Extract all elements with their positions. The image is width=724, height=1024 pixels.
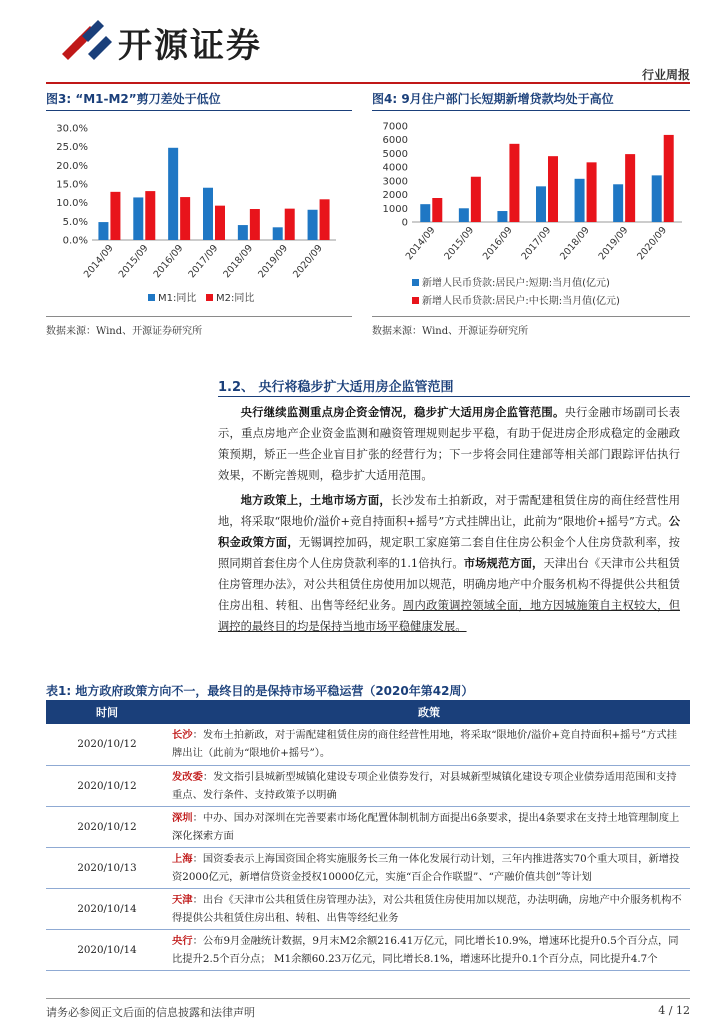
fig4-bar-series1 (536, 186, 546, 222)
paragraph2-market-text: 天津出台《天津市公共租赁住房管理办法》，对公共租赁住房使用加以规范，明确房地产中介服务机构不得提供公共租赁住房出租、转租、出售等经纪业务。 (218, 557, 680, 612)
table-cell-date: 2020/10/13 (46, 847, 168, 888)
company-logo-text: 开源证券 (118, 26, 262, 66)
figure3-source-rule (46, 316, 352, 317)
paragraph2-lead-fund: 公积金政策方面， (218, 514, 681, 549)
fig4-y-tick-label: 4000 (382, 162, 408, 174)
fig4-bar-series2 (625, 154, 635, 222)
table-cell-date: 2020/10/14 (46, 888, 168, 929)
fig4-bar-series1 (575, 179, 585, 222)
fig3-legend-label: M2:同比 (216, 293, 255, 304)
fig4-bar-series2 (432, 198, 442, 222)
figure3-source: 数据来源：Wind、开源证券研究所 (46, 326, 203, 337)
fig4-legend-label: 新增人民币贷款:居民户:中长期:当月值(亿元) (422, 296, 620, 307)
paragraph-local-policy (218, 490, 680, 637)
footer-disclaimer: 请务必参阅正文后面的信息披露和法律声明 (46, 1006, 255, 1019)
fig3-x-tick-label: 2017/09 (186, 242, 221, 281)
section-heading-rule (218, 396, 690, 397)
policy-location: 上海 (172, 852, 193, 865)
policy-text: ：出台《天津市公共租赁住房管理办法》，对公共租赁住房使用加以规范，办法明确，房地产中介服务机构不得提供公共租赁住房出租、转租、出售等经纪业务 (172, 893, 682, 924)
fig4-x-tick-label: 2015/09 (442, 224, 477, 263)
fig4-bar-series2 (587, 162, 597, 222)
paragraph1-lead: 央行继续监测重点房企资金情况，稳步扩大适用房企监管范围。 (240, 405, 565, 419)
policy-table (46, 700, 690, 971)
fig4-x-tick-label: 2014/09 (403, 224, 438, 263)
fig3-bar-series2 (250, 209, 260, 240)
fig4-legend-swatch (412, 297, 419, 304)
fig3-bar-series1 (133, 197, 143, 240)
table-cell-policy (168, 765, 690, 806)
fig4-bar-series2 (664, 135, 674, 222)
policy-location: 央行 (172, 934, 193, 947)
figure4-source: 数据来源：Wind、开源证券研究所 (372, 326, 529, 337)
fig4-bar-series1 (420, 204, 430, 222)
fig3-legend-swatch (148, 294, 155, 301)
figure3-title: 图3: “M1-M2”剪刀差处于低位 (46, 92, 221, 106)
policy-location: 长沙 (172, 729, 193, 742)
footer-rule (46, 998, 690, 999)
table-cell-date: 2020/10/14 (46, 929, 168, 970)
fig4-bar-series1 (497, 211, 507, 222)
table-cell-date: 2020/10/12 (46, 724, 168, 765)
fig3-legend-label: M1:同比 (158, 293, 197, 304)
table-row (46, 888, 690, 929)
policy-location: 发改委 (172, 770, 203, 783)
company-logo-mark (58, 14, 118, 66)
fig3-bar-series1 (308, 210, 318, 240)
fig4-legend-swatch (412, 279, 419, 286)
fig3-bar-series1 (238, 225, 248, 240)
paragraph1-body: 央行金融市场副司长表示，重点房地产企业资金监测和融资管理规则起步平稳，有助于促进房企形成稳定的金融政策预期，矫正一些企业盲目扩张的经营行为；下一步将会同住建部等相关部门跟踪评估执行效果，不断完善规则，稳步扩大适用范围。 (218, 406, 680, 482)
fig4-x-tick-label: 2020/09 (635, 224, 670, 263)
fig3-bar-series2 (215, 206, 225, 240)
paragraph2-land-text: 长沙发布土拍新政，对于需配建租赁住房的商住经营性用地，将采取“限地价/溢价+竞自持面积+摇号”方式挂牌出让，此前为“限地价+摇号”方式。 (218, 494, 680, 528)
fig3-bar-series2 (320, 199, 330, 240)
fig4-bar-series2 (509, 144, 519, 222)
fig4-y-tick-label: 7000 (382, 121, 408, 133)
table-header-policy: 政策 (168, 700, 690, 724)
fig4-bar-series1 (652, 175, 662, 222)
page-number: 4 / 12 (658, 1004, 690, 1017)
table-cell-policy (168, 724, 690, 765)
table-row (46, 724, 690, 765)
fig3-y-tick-label: 20.0% (56, 160, 88, 172)
paragraph-central-bank (218, 402, 680, 486)
figure3-chart (46, 114, 352, 314)
policy-text: ：国资委表示上海国资国企将实施服务长三角一体化发展行动计划，三年内推进落实70个重大项目，新增投资2000亿元，新增信贷资金授权10000亿元，实施“百企合作联盟”、“产融价值共创”等计划 (172, 852, 680, 883)
table-cell-date: 2020/10/12 (46, 806, 168, 847)
fig3-x-tick-label: 2020/09 (291, 242, 325, 281)
fig3-bar-series1 (168, 148, 178, 240)
fig4-y-tick-label: 0 (401, 217, 408, 229)
policy-text: ：公布9月金融统计数据，9月末M2余额216.41万亿元，同比增长10.9%，增速环比提升0.5个百分点，同比提升2.5个百分点； M1余额60.23万亿元，同比增长8.1%，增速环比提升0.1个百分点，同比提升4.7个 (172, 934, 679, 965)
policy-text: ：中办、国办对深圳在完善要素市场化配置体制机制方面提出6条要求，提出4条要求在支持土地管理制度上深化探索方面 (172, 811, 680, 842)
fig3-bar-series2 (285, 209, 295, 240)
section-heading: 1.2、 央行将稳步扩大适用房企监管范围 (218, 380, 454, 395)
paragraph2-conclusion: 周内政策调控领域全面，地方因城施策自主权较大，但调控的最终目的均是保持当地市场平稳健康发展。 (218, 599, 680, 633)
table-cell-policy (168, 929, 690, 970)
table-header-time: 时间 (46, 700, 168, 724)
fig3-y-tick-label: 5.0% (62, 216, 88, 228)
figure4-source-rule (372, 316, 690, 317)
fig3-y-tick-label: 0.0% (62, 235, 88, 247)
table-cell-date: 2020/10/12 (46, 765, 168, 806)
fig3-x-tick-label: 2015/09 (116, 242, 151, 281)
fig4-bar-series1 (459, 208, 469, 222)
figure4-chart (372, 114, 690, 314)
table1-title: 表1: 地方政府政策方向不一，最终目的是保持市场平稳运营（2020年第42周） (46, 684, 474, 698)
fig3-y-tick-label: 25.0% (56, 142, 88, 154)
fig3-x-tick-label: 2018/09 (221, 242, 256, 281)
fig4-legend-label: 新增人民币贷款:居民户:短期:当月值(亿元) (422, 278, 610, 289)
figure3-title-rule (46, 110, 352, 111)
fig4-y-tick-label: 3000 (382, 176, 408, 188)
fig4-bar-series2 (471, 177, 481, 222)
paragraph2-fund-text: 无锡调控加码，规定职工家庭第二套自住住房公积金个人住房贷款利率，按照同期首套住房个人住房贷款利率的1.1倍执行。 (218, 536, 680, 570)
fig4-x-tick-label: 2019/09 (596, 224, 631, 263)
fig4-y-tick-label: 1000 (382, 203, 408, 215)
paragraph2-lead-land: 地方政策上，土地市场方面， (240, 493, 392, 507)
fig3-y-tick-label: 10.0% (56, 198, 88, 210)
fig3-bar-series1 (203, 188, 213, 240)
fig3-x-tick-label: 2016/09 (151, 242, 186, 281)
policy-text: ：发布土拍新政，对于需配建租赁住房的商住经营性用地，将采取“限地价/溢价+竞自持面积+摇号”方式挂牌出让（此前为“限地价+摇号”）。 (172, 729, 677, 760)
fig4-bar-series1 (613, 184, 623, 222)
table-cell-policy (168, 806, 690, 847)
fig3-bar-series1 (273, 227, 283, 240)
figure4-title: 图4: 9月住户部门长短期新增贷款均处于高位 (372, 92, 614, 106)
fig3-bar-series2 (145, 191, 155, 240)
fig3-bar-series2 (110, 192, 120, 240)
table-row (46, 806, 690, 847)
fig3-x-tick-label: 2014/09 (81, 242, 116, 281)
figure4-title-rule (372, 110, 690, 111)
fig4-x-tick-label: 2018/09 (558, 224, 592, 263)
fig4-x-tick-label: 2016/09 (480, 224, 515, 263)
policy-location: 天津 (172, 893, 193, 906)
policy-location: 深圳 (172, 811, 193, 824)
table-row (46, 765, 690, 806)
table-cell-policy (168, 888, 690, 929)
fig3-legend-swatch (206, 294, 213, 301)
fig4-y-tick-label: 6000 (382, 135, 408, 147)
fig3-x-tick-label: 2019/09 (256, 242, 291, 281)
paragraph2-lead-market: 市场规范方面， (463, 556, 544, 570)
fig3-y-tick-label: 30.0% (56, 123, 88, 135)
report-type: 行业周报 (641, 68, 690, 82)
fig3-y-tick-label: 15.0% (56, 179, 88, 191)
fig4-bar-series2 (548, 156, 558, 222)
policy-text: ：发文指引县城新型城镇化建设专项企业债券发行，对县城新型城镇化建设专项企业债券适用范围和支持重点、发行条件、支持政策予以明确 (172, 770, 677, 801)
header-rule (46, 82, 690, 84)
fig3-bar-series2 (180, 197, 190, 240)
table-header-row (46, 700, 690, 724)
fig4-x-tick-label: 2017/09 (519, 224, 554, 263)
fig4-y-tick-label: 5000 (382, 148, 408, 160)
table-cell-policy (168, 847, 690, 888)
fig3-bar-series1 (98, 222, 108, 240)
table-row (46, 847, 690, 888)
table-row (46, 929, 690, 970)
fig4-y-tick-label: 2000 (382, 190, 408, 202)
